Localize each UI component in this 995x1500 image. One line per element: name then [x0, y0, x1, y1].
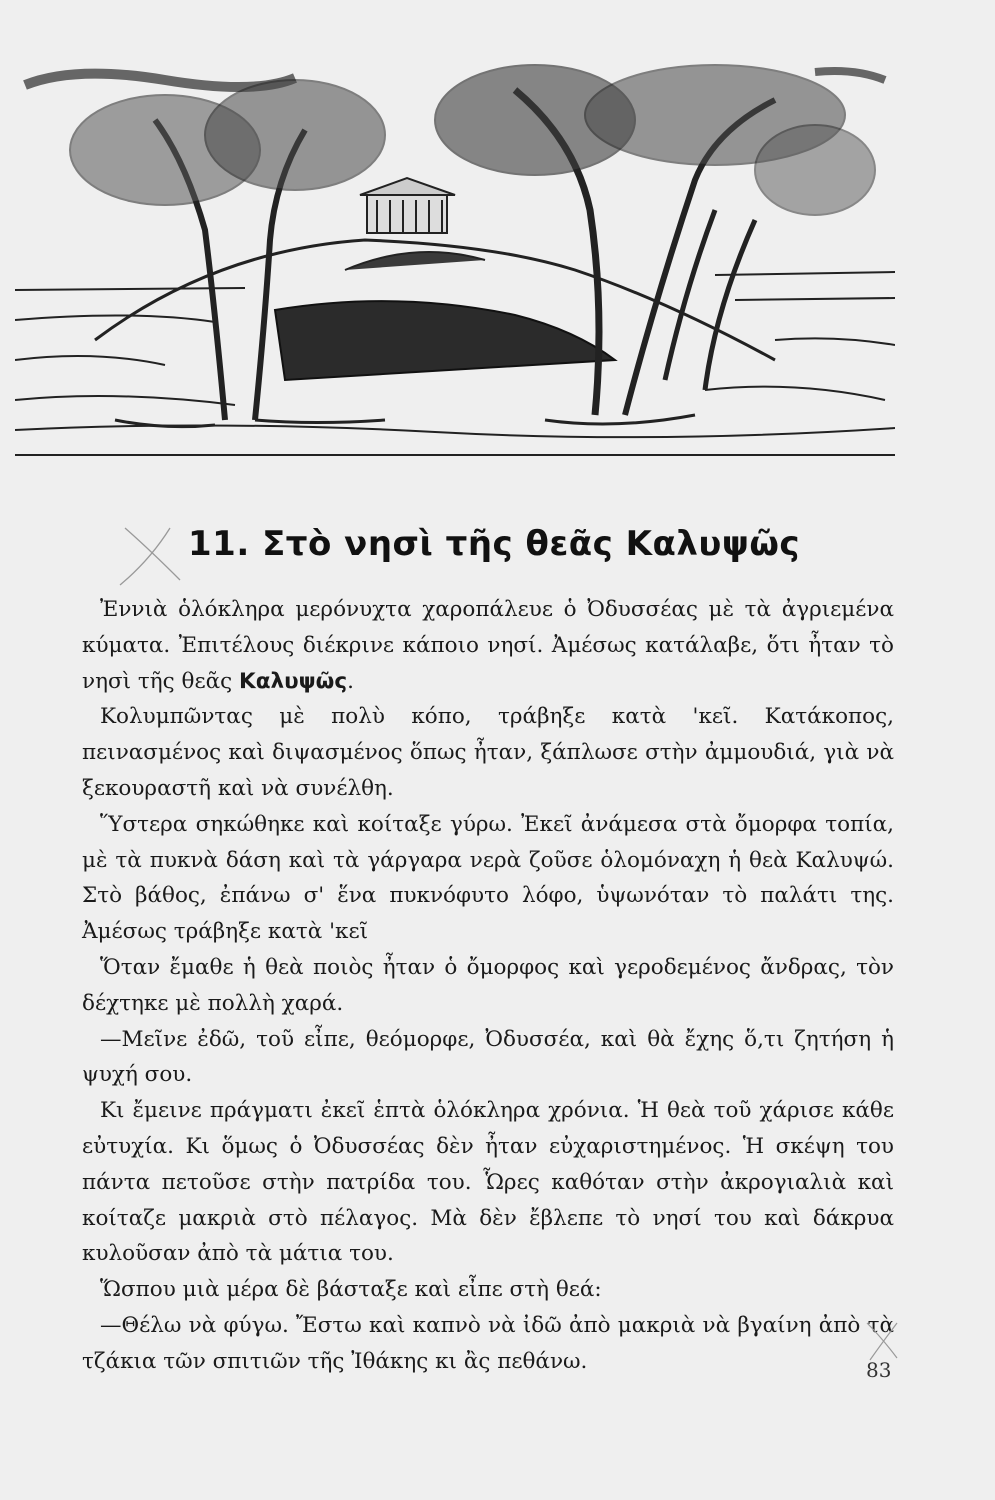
island-illustration	[15, 60, 895, 470]
chapter-title: 11. Στὸ νησὶ τῆς θεᾶς Καλυψῶς	[188, 524, 801, 564]
paragraph-8: —Θέλω νὰ φύγω. Ἔστω καὶ καπνὸ νὰ ἰδῶ ἀπὸ μακριὰ νὰ βγαίνη ἀπὸ τὰ τζάκια τῶν σπιτιῶν τῆς Ἰθάκης κι ἂς πεθάνω.	[82, 1312, 894, 1374]
paragraph-7: Ὥσπου μιὰ μέρα δὲ βάσταξε καὶ εἶπε στὴ θεά:	[100, 1277, 602, 1303]
paragraph-1: Ἐννιὰ ὁλόκληρα μερόνυχτα χαροπάλευε ὁ Ὀδυσσέας μὲ τὰ ἀγριεμένα κύματα. Ἐπιτέλους διέκρινε κάποιο νησί. Ἀμέσως κατάλαβε, ὅτι ἦταν τὸ νησὶ τῆς θεᾶς Καλυψῶς.	[82, 597, 894, 694]
emphasized-name: Καλυψῶς	[239, 668, 348, 694]
pencil-mark-title	[110, 520, 190, 590]
paragraph-4: Ὅταν ἔμαθε ἡ θεὰ ποιὸς ἦταν ὁ ὄμορφος καὶ γεροδεμένος ἄνδρας, τὸν δέχτηκε μὲ πολλὴ χαρά.	[82, 954, 894, 1016]
paragraph-5: —Μεῖνε ἐδῶ, τοῦ εἶπε, θεόμορφε, Ὀδυσσέα, καὶ θὰ ἔχης ὅ,τι ζητήση ἡ ψυχή σου.	[82, 1026, 894, 1088]
paragraph-3: Ὕστερα σηκώθηκε καὶ κοίταξε γύρω. Ἐκεῖ ἀνάμεσα στὰ ὄμορφα τοπία, μὲ τὰ πυκνὰ δάση καὶ τὰ γάργαρα νερὰ ζοῦσε ὁλομόναχη ἡ θεὰ Καλυψώ. Στὸ βάθος, ἐπάνω σ' ἕνα πυκνόφυτο λόφο, ὑψωνόταν τὸ παλάτι της. Ἀμέσως τράβηξε κατὰ 'κεῖ	[82, 811, 894, 945]
chapter-text	[82, 592, 894, 1380]
paragraph-6: Κι ἔμεινε πράγματι ἐκεῖ ἑπτὰ ὁλόκληρα χρόνια. Ἡ θεὰ τοῦ χάρισε κάθε εὐτυχία. Κι ὅμως ὁ Ὀδυσσέας δὲν ἦταν εὐχαριστημένος. Ἡ σκέψη του πάντα πετοῦσε στὴν πατρίδα του. Ὧρες καθόταν στὴν ἀκρογιαλιὰ καὶ κοίταζε μακριὰ στὸ πέλαγος. Μὰ δὲν ἔβλεπε τὸ νησί του καὶ δάκρυα κυλοῦσαν ἀπὸ τὰ μάτια του.	[82, 1098, 894, 1267]
paragraph-2: Κολυμπῶντας μὲ πολὺ κόπο, τράβηξε κατὰ 'κεῖ. Κατάκοπος, πεινασμένος καὶ διψασμένος ὅπως ἦταν, ξάπλωσε στὴν ἀμμουδιά, γιὰ νὰ ξεκουραστῆ καὶ νὰ συνέλθη.	[82, 704, 894, 801]
page-number: 83	[866, 1358, 892, 1382]
